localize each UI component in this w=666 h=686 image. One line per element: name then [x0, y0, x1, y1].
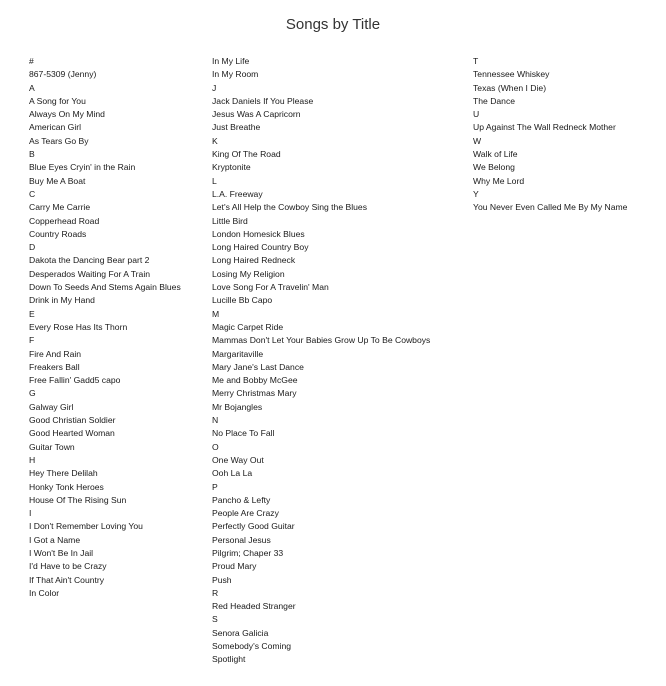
song-title: Ooh La La	[212, 468, 253, 479]
letter-heading: S	[212, 614, 218, 625]
letter-heading: M	[212, 308, 220, 319]
song-title: Perfectly Good Guitar	[212, 521, 295, 532]
song-title: Texas (When I Die)	[473, 82, 547, 93]
song-title: Good Christian Soldier	[29, 415, 116, 426]
song-title: 867-5309 (Jenny)	[29, 69, 97, 80]
song-title: I Won't Be In Jail	[29, 547, 94, 558]
song-title: Somebody's Coming	[212, 641, 292, 652]
song-title: Losing My Religion	[212, 268, 285, 279]
song-title: Drink in My Hand	[29, 295, 95, 306]
song-title: Buy Me A Boat	[29, 175, 86, 186]
song-title: Me and Bobby McGee	[212, 375, 298, 386]
song-title: Blue Eyes Cryin' in the Rain	[29, 162, 136, 173]
song-title: Dakota the Dancing Bear part 2	[29, 255, 150, 266]
song-column-2	[212, 55, 430, 667]
song-title: Good Hearted Woman	[29, 428, 115, 439]
song-title: I'd Have to be Crazy	[29, 561, 107, 572]
song-title: Pilgrim; Chaper 33	[212, 547, 284, 558]
song-title: Down To Seeds And Stems Again Blues	[29, 282, 181, 293]
song-title: Jack Daniels If You Please	[212, 95, 314, 106]
song-title: Merry Christmas Mary	[212, 388, 297, 399]
song-title: Fire And Rain	[29, 348, 82, 359]
song-title: Senora Galicia	[212, 627, 269, 638]
letter-heading: Y	[473, 188, 479, 199]
letter-heading: H	[29, 454, 36, 465]
song-title: Galway Girl	[29, 401, 74, 412]
letter-heading: L	[212, 175, 217, 186]
song-title: The Dance	[473, 95, 516, 106]
song-title: No Place To Fall	[212, 428, 275, 439]
letter-heading: A	[29, 82, 35, 93]
song-title: King Of The Road	[212, 149, 281, 160]
song-title: Up Against The Wall Redneck Mother	[473, 122, 616, 133]
song-title: Long Haired Country Boy	[212, 242, 309, 253]
song-title: As Tears Go By	[29, 135, 89, 146]
letter-heading: P	[212, 481, 218, 492]
song-title: A Song for You	[29, 95, 86, 106]
letter-heading: E	[29, 308, 35, 319]
song-title: L.A. Freeway	[212, 188, 263, 199]
song-column-3	[473, 55, 627, 215]
song-title: Push	[212, 574, 232, 585]
song-title: In My Room	[212, 69, 259, 80]
song-title: House Of The Rising Sun	[29, 494, 127, 505]
song-title: Honky Tonk Heroes	[29, 481, 104, 492]
song-title: Just Breathe	[212, 122, 261, 133]
song-title: Copperhead Road	[29, 215, 100, 226]
letter-heading: K	[212, 135, 218, 146]
song-title: Proud Mary	[212, 561, 257, 572]
song-title: One Way Out	[212, 454, 264, 465]
letter-heading: R	[212, 587, 219, 598]
song-title: Walk of Life	[473, 149, 518, 160]
song-title: Kryptonite	[212, 162, 251, 173]
letter-heading: N	[212, 415, 219, 426]
song-title: People Are Crazy	[212, 508, 279, 519]
song-title: Country Roads	[29, 228, 87, 239]
song-title: Desperados Waiting For A Train	[29, 268, 151, 279]
letter-heading: J	[212, 82, 217, 93]
song-title: If That Ain't Country	[29, 574, 105, 585]
letter-heading: O	[212, 441, 219, 452]
song-title: We Belong	[473, 162, 515, 173]
song-title: Mary Jane's Last Dance	[212, 361, 304, 372]
song-title: Lucille Bb Capo	[212, 295, 273, 306]
letter-heading: T	[473, 56, 479, 66]
song-title: Free Fallin' Gadd5 capo	[29, 375, 121, 386]
song-title: Mr Bojangles	[212, 401, 263, 412]
letter-heading: F	[29, 335, 35, 346]
song-title: Freakers Ball	[29, 361, 80, 372]
song-title: I Got a Name	[29, 534, 81, 545]
song-title: Carry Me Carrie	[29, 202, 91, 213]
song-title: Long Haired Redneck	[212, 255, 296, 266]
song-title: Spotlight	[212, 654, 246, 665]
song-title: Every Rose Has Its Thorn	[29, 321, 128, 332]
song-title: Hey There Delilah	[29, 468, 98, 479]
song-title: Margaritaville	[212, 348, 264, 359]
song-title: London Homesick Blues	[212, 228, 305, 239]
song-title: American Girl	[29, 122, 82, 133]
song-title: Jesus Was A Capricorn	[212, 109, 301, 120]
song-title: In My Life	[212, 56, 250, 66]
letter-heading: I	[29, 508, 32, 519]
song-title: Why Me Lord	[473, 175, 525, 186]
song-title: Pancho & Lefty	[212, 494, 271, 505]
song-title: I Don't Remember Loving You	[29, 521, 143, 532]
song-title: Magic Carpet Ride	[212, 321, 284, 332]
song-title: Let's All Help the Cowboy Sing the Blues	[212, 202, 367, 213]
song-title: In Color	[29, 587, 60, 598]
song-title: You Never Even Called Me By My Name	[473, 202, 628, 213]
letter-heading: U	[473, 109, 480, 120]
song-title: Love Song For A Travelin' Man	[212, 282, 329, 293]
letter-heading: B	[29, 149, 35, 160]
song-title: Red Headed Stranger	[212, 601, 296, 612]
song-title: Always On My Mind	[29, 109, 105, 120]
song-title: Guitar Town	[29, 441, 75, 452]
page-title: Songs by Title	[285, 16, 381, 33]
song-title: Mammas Don't Let Your Babies Grow Up To Be Cowboys	[212, 335, 431, 346]
song-column-1	[29, 55, 181, 600]
letter-heading: W	[473, 135, 482, 146]
song-title: Tennessee Whiskey	[473, 69, 550, 80]
letter-heading: D	[29, 242, 36, 253]
song-title: Little Bird	[212, 215, 248, 226]
letter-heading: C	[29, 188, 36, 199]
song-title: Personal Jesus	[212, 534, 271, 545]
letter-heading: #	[29, 56, 34, 66]
letter-heading: G	[29, 388, 36, 399]
